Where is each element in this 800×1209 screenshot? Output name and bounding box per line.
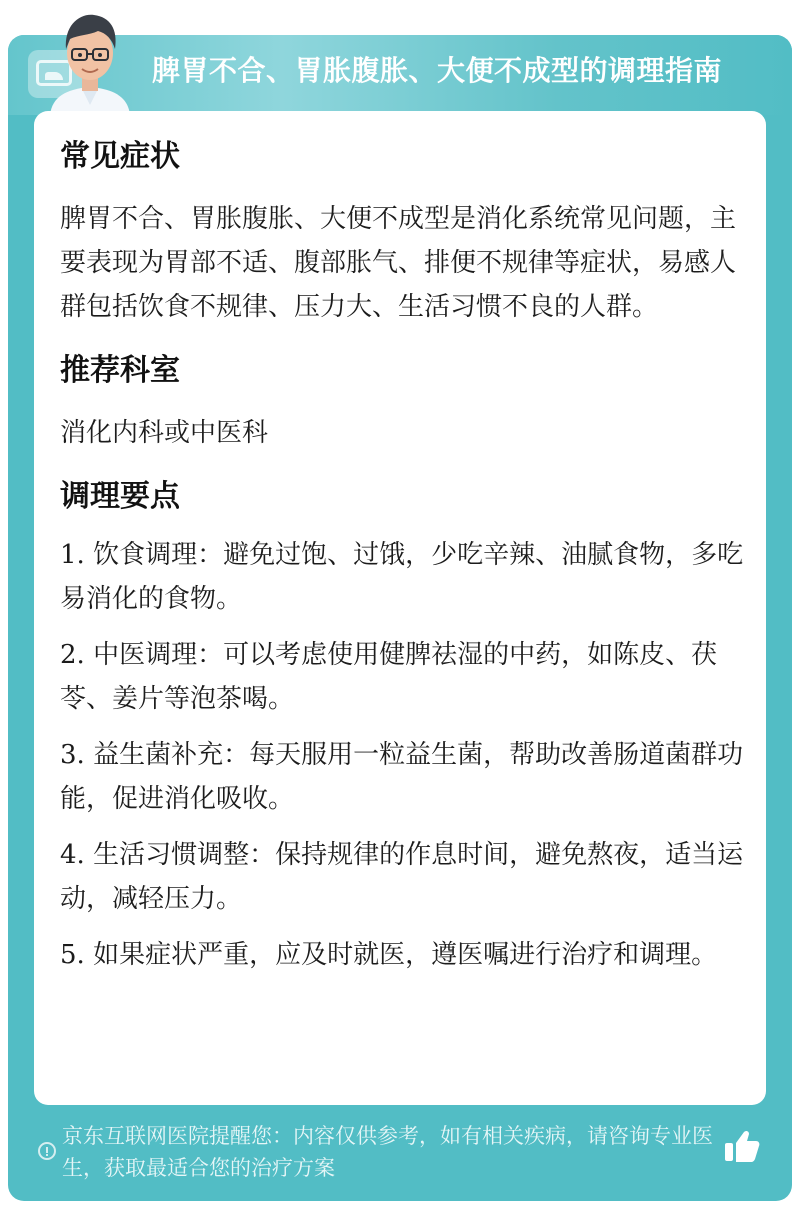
list-item: 2. 中医调理：可以考虑使用健脾祛湿的中药，如陈皮、茯苓、姜片等泡茶喝。 xyxy=(60,640,718,714)
footer-notice-text: 京东互联网医院提醒您：内容仅供参考，如有相关疾病，请咨询专业医生，获取最适合您的治疗方案 xyxy=(62,1124,713,1180)
content-card xyxy=(34,111,766,1105)
thumbs-up-icon[interactable] xyxy=(722,1128,762,1164)
symptoms-text: 脾胃不合、胃胀腹胀、大便不成型是消化系统常见问题，主要表现为胃部不适、腹部胀气、排便不规律等症状，易感人群包括饮食不规律、压力大、生活习惯不良的人群。 xyxy=(60,204,737,322)
care-heading: 调理要点 xyxy=(60,479,180,514)
page-title: 脾胃不合、胃胀腹胀、大便不成型的调理指南 xyxy=(152,54,723,87)
department-heading: 推荐科室 xyxy=(60,353,180,388)
content-body xyxy=(60,137,750,989)
list-item: 3. 益生菌补充：每天服用一粒益生菌，帮助改善肠道菌群功能，促进消化吸收。 xyxy=(60,740,744,814)
list-item: 1. 饮食调理：避免过饱、过饿，少吃辛辣、油腻食物，多吃易消化的食物。 xyxy=(60,540,744,614)
doctor-avatar xyxy=(40,5,140,115)
list-item: 5. 如果症状严重，应及时就医，遵医嘱进行治疗和调理。 xyxy=(60,940,718,970)
care-tips-list xyxy=(60,533,750,977)
symptoms-heading: 常见症状 xyxy=(60,139,180,174)
department-text: 消化内科或中医科 xyxy=(60,418,269,448)
info-icon xyxy=(38,1142,56,1160)
list-item: 4. 生活习惯调整：保持规律的作息时间，避免熬夜，适当运动，减轻压力。 xyxy=(60,840,744,914)
footer-notice xyxy=(38,1120,728,1184)
